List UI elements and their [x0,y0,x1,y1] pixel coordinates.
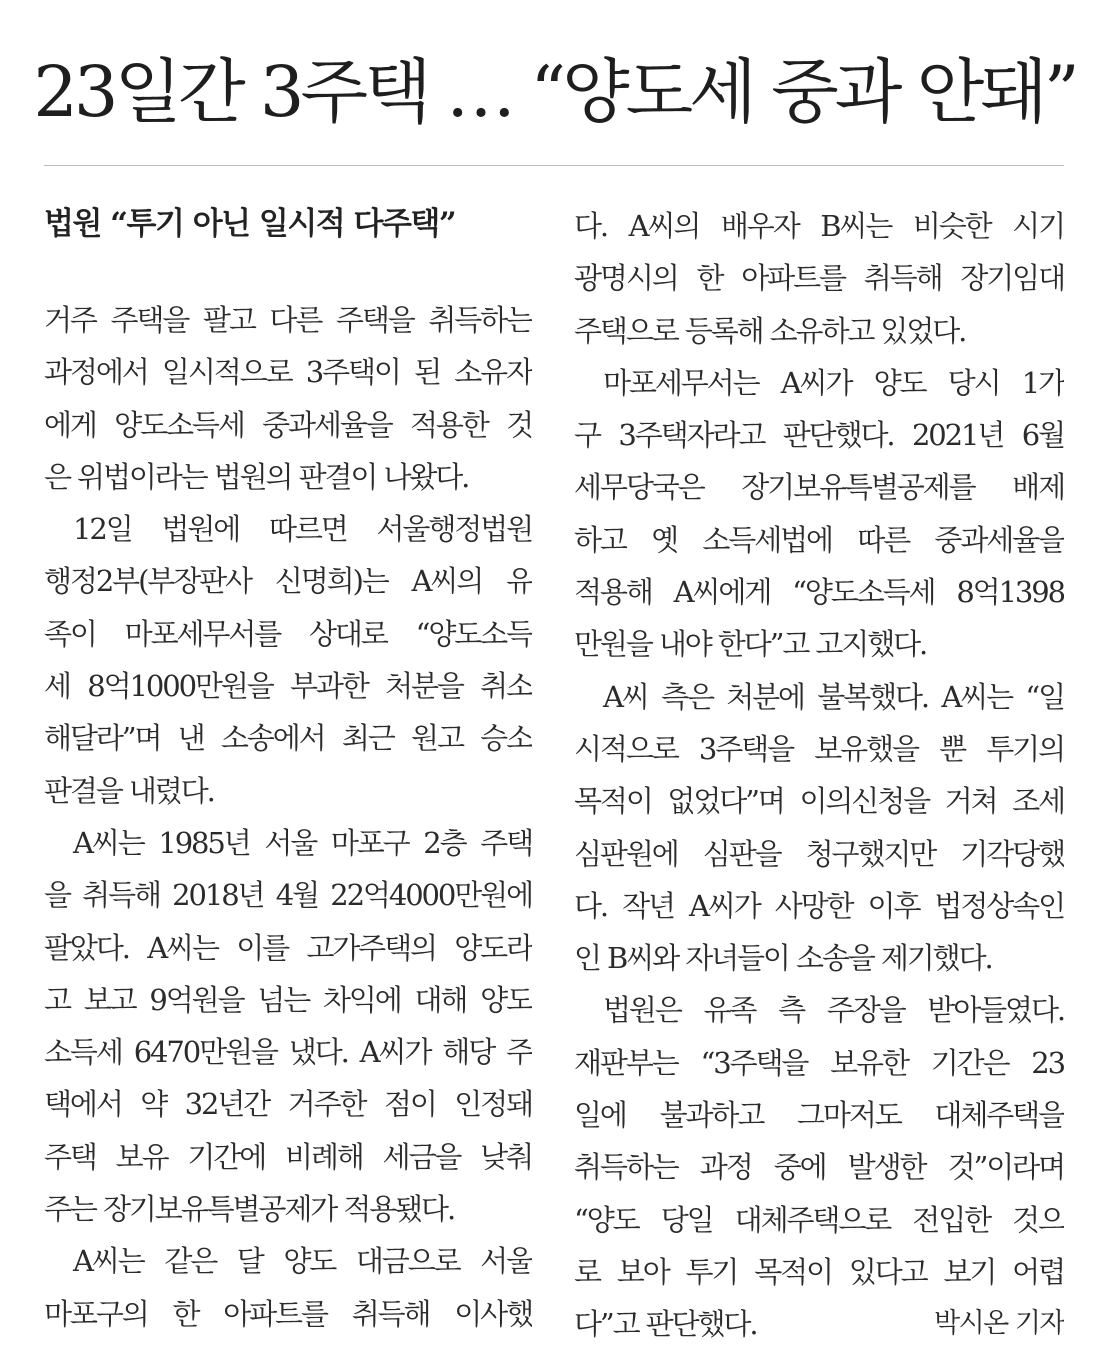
headline: 23일간 3주택 … “양도세 중과 안돼” [33,51,1076,133]
text-line: 족이 마포세무서를 상대로 “양도소득 [44,616,532,651]
text-line: 은 위법이라는 법원의 판결이 나왔다. [44,459,469,494]
text-line: 거주 주택을 팔고 다른 주택을 취득하는 [44,303,532,337]
headline-divider [44,165,1064,166]
text-line: 에게 양도소득세 중과세율을 적용한 것 [44,407,532,442]
text-line: 소득세 6470만원을 냈다. A씨가 해당 주 [44,1035,532,1070]
text-line: 광명시의 한 아파트를 취득해 장기임대 [574,261,1064,296]
text-line: 적용해 A씨에게 “양도소득세 8억1398 [574,575,1064,610]
text-line: 일에 불과하고 그마저도 대체주택을 [574,1098,1064,1133]
text-line: 만원을 내야 한다”고 고지했다. [574,627,927,662]
subheadline: 법원 “투기 아닌 일시적 다주택” [44,206,456,242]
subhead-gap [44,248,532,294]
text-line: 판결을 내렸다. [44,773,214,808]
text-line: 인 B씨와 자녀들이 소송을 제기했다. [574,941,992,976]
text-line: 로 보아 투기 목적이 있다고 보기 어렵 [574,1254,1064,1289]
text-line: 다. A씨의 배우자 B씨는 비슷한 시기 [574,209,1064,243]
text-line: 시적으로 3주택을 보유했을 뿐 투기의 [574,731,1064,766]
text-line: 취득하는 과정 중에 발생한 것”이라며 [574,1150,1064,1185]
text-line: 을 취득해 2018년 4월 22억4000만원에 [44,878,532,913]
text-line: 주택 보유 기간에 비례해 세금을 낮춰 [44,1139,532,1174]
text-line: “양도 당일 대체주택으로 전입한 것으 [574,1202,1064,1237]
text-line: 다. 작년 A씨가 사망한 이후 법정상속인 [574,888,1064,923]
right-column [574,200,1064,1351]
text-line: 주는 장기보유특별공제가 적용됐다. [44,1192,455,1227]
text-line: A씨는 같은 달 양도 대금으로 서울 [73,1244,532,1279]
text-line: 재판부는 “3주택을 보유한 기간은 23 [574,1045,1064,1080]
text-line: 마포세무서는 A씨가 양도 당시 1가 [603,365,1064,400]
text-line: 고 보고 9억원을 넘는 차익에 대해 양도 [44,982,532,1017]
byline: 박시온 기자 [934,1308,1064,1340]
text-line: 택에서 약 32년간 거주한 점이 인정돼 [44,1087,532,1122]
text-line: 세 8억1000만원을 부과한 처분을 취소 [44,669,532,704]
text-line: 하고 옛 소득세법에 따른 중과세율을 [574,522,1064,557]
text-line: 심판원에 심판을 청구했지만 기각당했 [574,836,1064,871]
closing-line [574,1298,1064,1350]
text-line: A씨는 1985년 서울 마포구 2층 주택 [73,825,532,860]
text-line: 다”고 판단했다. [574,1307,757,1342]
text-line: 마포구의 한 아파트를 취득해 이사했 [44,1296,532,1331]
text-line: 팔았다. A씨는 이를 고가주택의 양도라 [44,930,532,965]
left-column [44,200,532,1340]
text-line: 12일 법원에 따르면 서울행정법원 [73,512,532,547]
text-line: 행정2부(부장판사 신명희)는 A씨의 유 [44,564,532,599]
text-line: 구 3주택자라고 판단했다. 2021년 6월 [574,418,1064,453]
text-line: 해달라”며 낸 소송에서 최근 원고 승소 [44,721,532,756]
text-line: A씨 측은 처분에 불복했다. A씨는 “일 [603,679,1064,714]
text-line: 목적이 없었다”며 이의신청을 거쳐 조세 [574,784,1064,819]
text-line: 주택으로 등록해 소유하고 있었다. [574,313,966,348]
text-line: 세무당국은 장기보유특별공제를 배제 [574,470,1064,505]
text-line: 과정에서 일시적으로 3주택이 된 소유자 [44,355,532,390]
text-line: 법원은 유족 측 주장을 받아들였다. [603,993,1064,1028]
